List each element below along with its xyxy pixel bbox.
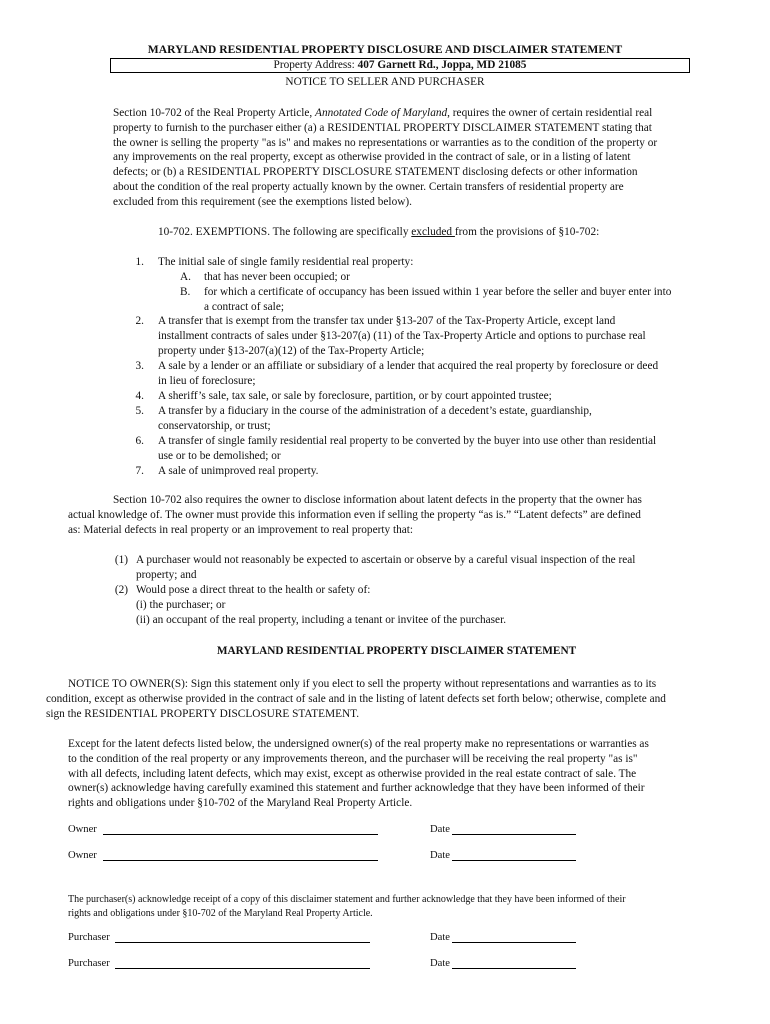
exemptions-heading-pre: 10-702. EXEMPTIONS. The following are specifically [158,226,412,238]
intro-line-0 [113,106,733,121]
owner-label: Owner [68,824,97,835]
sub-item-b [204,285,671,315]
latent-item-line: A purchaser would not reasonably be expected to ascertain or observe by a careful visual inspection of the real [136,554,636,566]
exemption-line: use or to be demolished; or [158,449,281,462]
sub-item-b-line: for which a certificate of occupancy has been issued within 1 year before the seller and buyer enter into [204,286,672,298]
intro-text-post: , requires the owner of certain residential real [447,107,653,119]
exemption-item-1: The initial sale of single family residential real property: [158,256,414,268]
intro-line-3: any improvements on the real property, except as otherwise provided in the contract of sale, or in a listing of latent [113,151,631,164]
sub-item-letter: A. [180,271,191,283]
exemption-item-6 [158,434,656,464]
exemption-number: 6. [135,435,144,447]
disclaimer-title: MARYLAND RESIDENTIAL PROPERTY DISCLAIMER STATEMENT [216,645,577,657]
owner-date-line-1[interactable] [452,834,576,835]
purchaser-date-line-1[interactable] [452,942,576,943]
owner-label: Owner [68,850,97,861]
exemption-item-2 [158,314,646,358]
exemption-number: 5. [135,405,144,417]
latent-item-1 [136,553,635,583]
purchaser-signature-line-1[interactable] [115,942,370,943]
latent-item-line: property; and [136,568,197,581]
latent-line: Section 10-702 also requires the owner to disclose information about latent defects in the property that the owner has [113,494,642,506]
exemption-line: conservatorship, or trust; [158,419,271,432]
owner-notice-line: sign the RESIDENTIAL PROPERTY DISCLOSURE STATEMENT. [46,707,360,720]
exemption-line: A sale by a lender or an affiliate or subsidiary of a lender that acquired the real property by foreclosure or deed [158,360,659,372]
sub-item-letter: B. [180,286,191,298]
owner-signature-line-1[interactable] [103,834,378,835]
latent-item-line: Would pose a direct threat to the health or safety of: [136,584,371,596]
purchaser-signature-line-2[interactable] [115,968,370,969]
exemption-number: 7. [135,465,144,477]
exemption-item-3 [158,359,658,389]
latent-item-2 [136,583,506,627]
disclaimer-body-line: owner(s) acknowledge having carefully examined this statement and further acknowledge that they have been informed of their [68,782,645,795]
intro-line-2: the owner is selling the property "as is" and makes no representations or warranties as to the condition of the property or [113,136,658,149]
exemption-line: installment contracts of sales under §13-207(a) (11) of the Tax-Property Article and options to purchase real [158,329,646,342]
date-label: Date [430,958,450,969]
disclaimer-body-line: rights and obligations under §10-702 of the Maryland Real Property Article. [68,797,413,810]
exemption-number: 1. [135,256,144,268]
purchaser-ack-line: rights and obligations under §10-702 of the Maryland Real Property Article. [68,907,373,919]
owner-notice-paragraph [46,677,746,721]
intro-text-italic: Annotated Code of Maryland [315,107,448,119]
exemption-line: A transfer by a fiduciary in the course of the administration of a decedent’s estate, guardianship, [158,405,592,417]
disclaimer-body-line: to the condition of the real property or any improvements thereon, and the purchaser will be receiving the real property "as is" [68,752,638,765]
intro-paragraph [113,106,733,210]
exemptions-heading-underlined: excluded [411,226,455,238]
sub-item-a: that has never been occupied; or [204,271,350,283]
intro-line-5: about the condition of the real property actually known by the owner. Certain transfers of residential property are [113,180,624,193]
intro-line-6: excluded from this requirement (see the exemptions listed below). [113,195,412,208]
intro-line-1: property to furnish to the purchaser either (a) a RESIDENTIAL PROPERTY DISCLAIMER STATEMENT stating that [113,121,652,134]
sub-item-b-line: a contract of sale; [204,300,284,313]
latent-item-line: (i) the purchaser; or [136,598,226,611]
latent-item-number: (1) [114,554,128,566]
exemption-line: in lieu of foreclosure; [158,374,256,387]
intro-text-pre: Section 10-702 of the Real Property Article, [113,107,316,119]
disclaimer-body-line: Except for the latent defects listed below, the undersigned owner(s) of the real property make no representations or warranties as [68,738,649,750]
exemption-item-5 [158,404,592,434]
latent-line: actual knowledge of. The owner must provide this information even if selling the property “as is.” “Latent defects” are defined [68,508,641,521]
purchaser-acknowledgment [68,893,728,920]
exemptions-heading [158,225,599,240]
owner-notice-line: NOTICE TO OWNER(S): Sign this statement only if you elect to sell the property without representations and warranties as to its [68,678,657,690]
date-label: Date [430,850,450,861]
owner-signature-line-2[interactable] [103,860,378,861]
exemption-number: 2. [135,315,144,327]
exemption-line: property under §13-207(a)(12) of the Tax-Property Article; [158,344,425,357]
intro-line-4: defects; or (b) a RESIDENTIAL PROPERTY DISCLOSURE STATEMENT disclosing defects or other information [113,166,638,179]
date-label: Date [430,824,450,835]
owner-date-line-2[interactable] [452,860,576,861]
exemption-line: A transfer of single family residential real property to be converted by the buyer into use other than residential [158,435,657,447]
exemption-item-4: A sheriff’s sale, tax sale, or sale by foreclosure, partition, or by court appointed trustee; [158,390,552,402]
latent-item-number: (2) [114,584,128,596]
date-label: Date [430,932,450,943]
latent-defects-paragraph [68,493,728,537]
purchaser-ack-line: The purchaser(s) acknowledge receipt of a copy of this disclaimer statement and further acknowledge that they have been informed of their [68,894,626,905]
property-address-value: 407 Garnett Rd., Joppa, MD 21085 [357,59,527,71]
exemption-number: 3. [135,360,144,372]
exemption-number: 4. [135,390,144,402]
owner-notice-line: condition, except as otherwise provided in the contract of sale and in the listing of latent defects set forth below; otherwise, complete and [46,692,666,705]
property-address-box [110,58,690,73]
exemption-line: A transfer that is exempt from the transfer tax under §13-207 of the Tax-Property Article, except land [158,315,616,327]
property-address-label: Property Address: [273,59,358,71]
purchaser-date-line-2[interactable] [452,968,576,969]
exemptions-heading-post: from the provisions of §10-702: [454,226,600,238]
notice-heading: NOTICE TO SELLER AND PURCHASER [285,76,485,88]
document-title: MARYLAND RESIDENTIAL PROPERTY DISCLOSURE AND DISCLAIMER STATEMENT [147,43,623,56]
disclaimer-body-paragraph [68,737,728,811]
purchaser-label: Purchaser [68,932,110,943]
latent-item-line: (ii) an occupant of the real property, including a tenant or invitee of the purchaser. [136,613,507,626]
exemption-item-7: A sale of unimproved real property. [158,465,319,477]
purchaser-label: Purchaser [68,958,110,969]
latent-line: as: Material defects in real property or an improvement to real property that: [68,523,414,536]
disclaimer-body-line: with all defects, including latent defects, which may exist, except as otherwise provided in the real estate contract of sale. The [68,767,637,780]
